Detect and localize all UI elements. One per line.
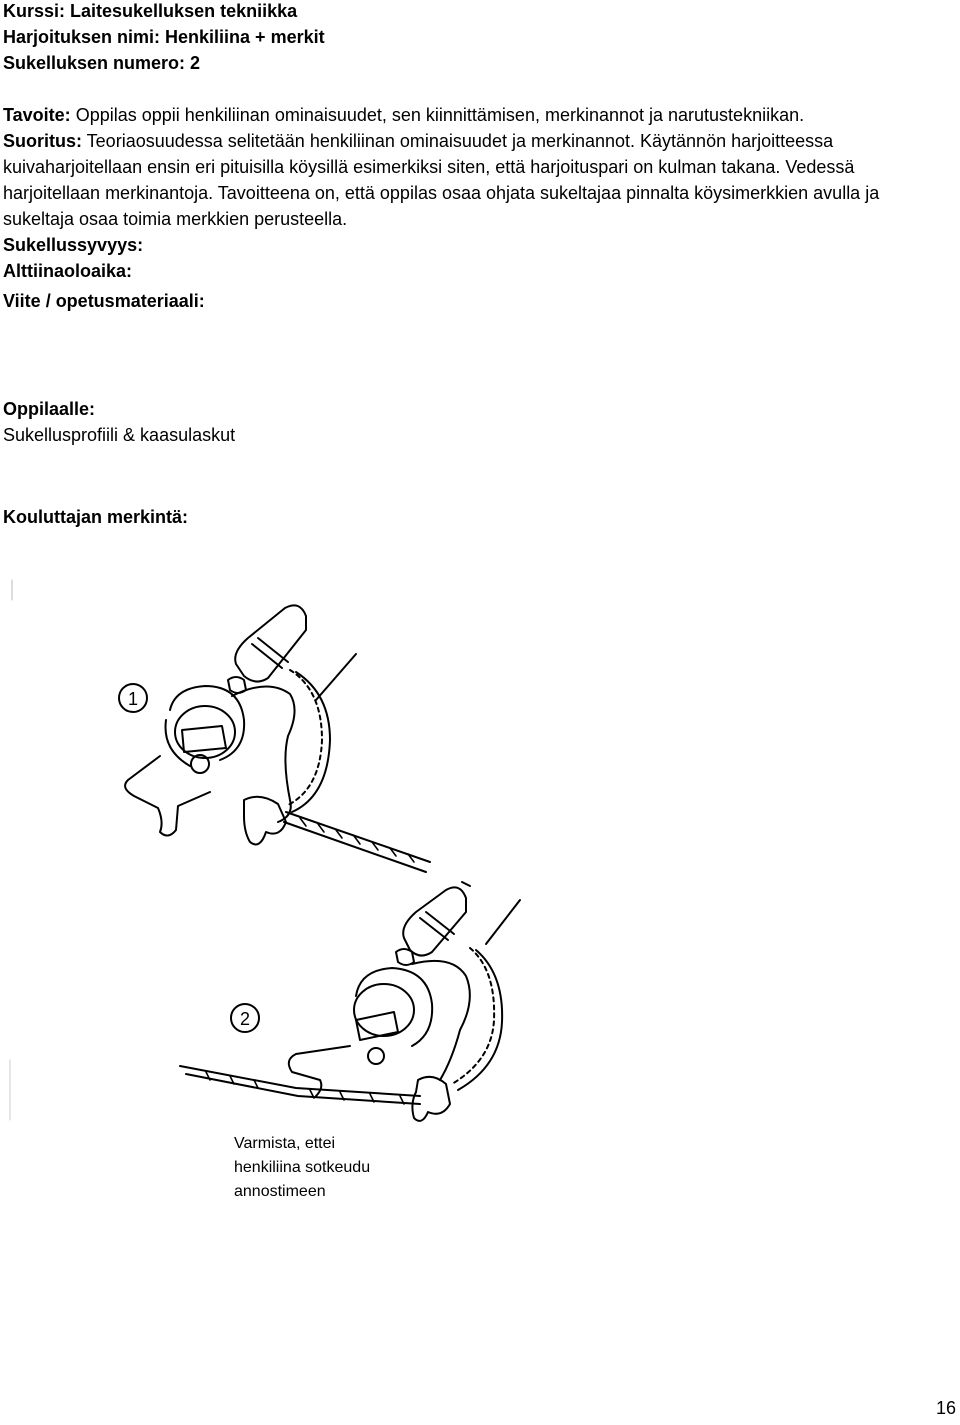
execution-label: Suoritus:: [3, 131, 82, 151]
student-text: Sukellusprofiili & kaasulaskut: [3, 425, 236, 445]
goal-text: Oppilas oppii henkiliinan ominaisuudet, sen kiinnittämisen, merkinannot ja narutustekniikan.: [70, 105, 805, 125]
goal-label: Tavoite:: [3, 105, 71, 125]
figure-1-number: 1: [127, 689, 139, 709]
instructor-label: Kouluttajan merkintä:: [3, 507, 189, 527]
figure-2-number: 2: [239, 1009, 251, 1029]
dive-number: Sukelluksen numero: 2: [3, 53, 201, 73]
page-number: 16: [935, 1398, 956, 1418]
figure-1-drawing: [119, 605, 430, 872]
lifeline-illustration: [0, 560, 960, 1160]
illustration-caption: Varmista, ettei henkiliina sotkeudu annostimeen: [234, 1135, 371, 1200]
exposure-time-field: Alttiinaoloaika:: [3, 261, 133, 281]
student-label: Oppilaalle:: [3, 399, 96, 419]
reference-field: Viite / opetusmateriaali:: [3, 291, 205, 311]
course-title: Kurssi: Laitesukelluksen tekniikka: [3, 1, 298, 21]
execution-text: Teoriaosuudessa selitetään henkiliinan ominaisuudet ja merkinannot. Käytännön harjoitteessa kuivaharjoitellaan ensin eri pituisilla köysillä esimerkiksi siten, että harjoituspari on kulman takana. Vedessä harjoitellaan merkinantoja. Tavoitteena on, että oppilas osaa ohjata sukeltajaa pinnalta köysimerkkien avulla ja sukeltaja osaa toimia merkkien perusteella.: [3, 131, 880, 229]
figure-2-drawing: [180, 882, 520, 1121]
execution-paragraph: [3, 128, 953, 232]
depth-field: Sukellussyvyys:: [3, 235, 144, 255]
goal-paragraph: [3, 102, 953, 128]
exercise-name: Harjoituksen nimi: Henkiliina + merkit: [3, 27, 325, 47]
